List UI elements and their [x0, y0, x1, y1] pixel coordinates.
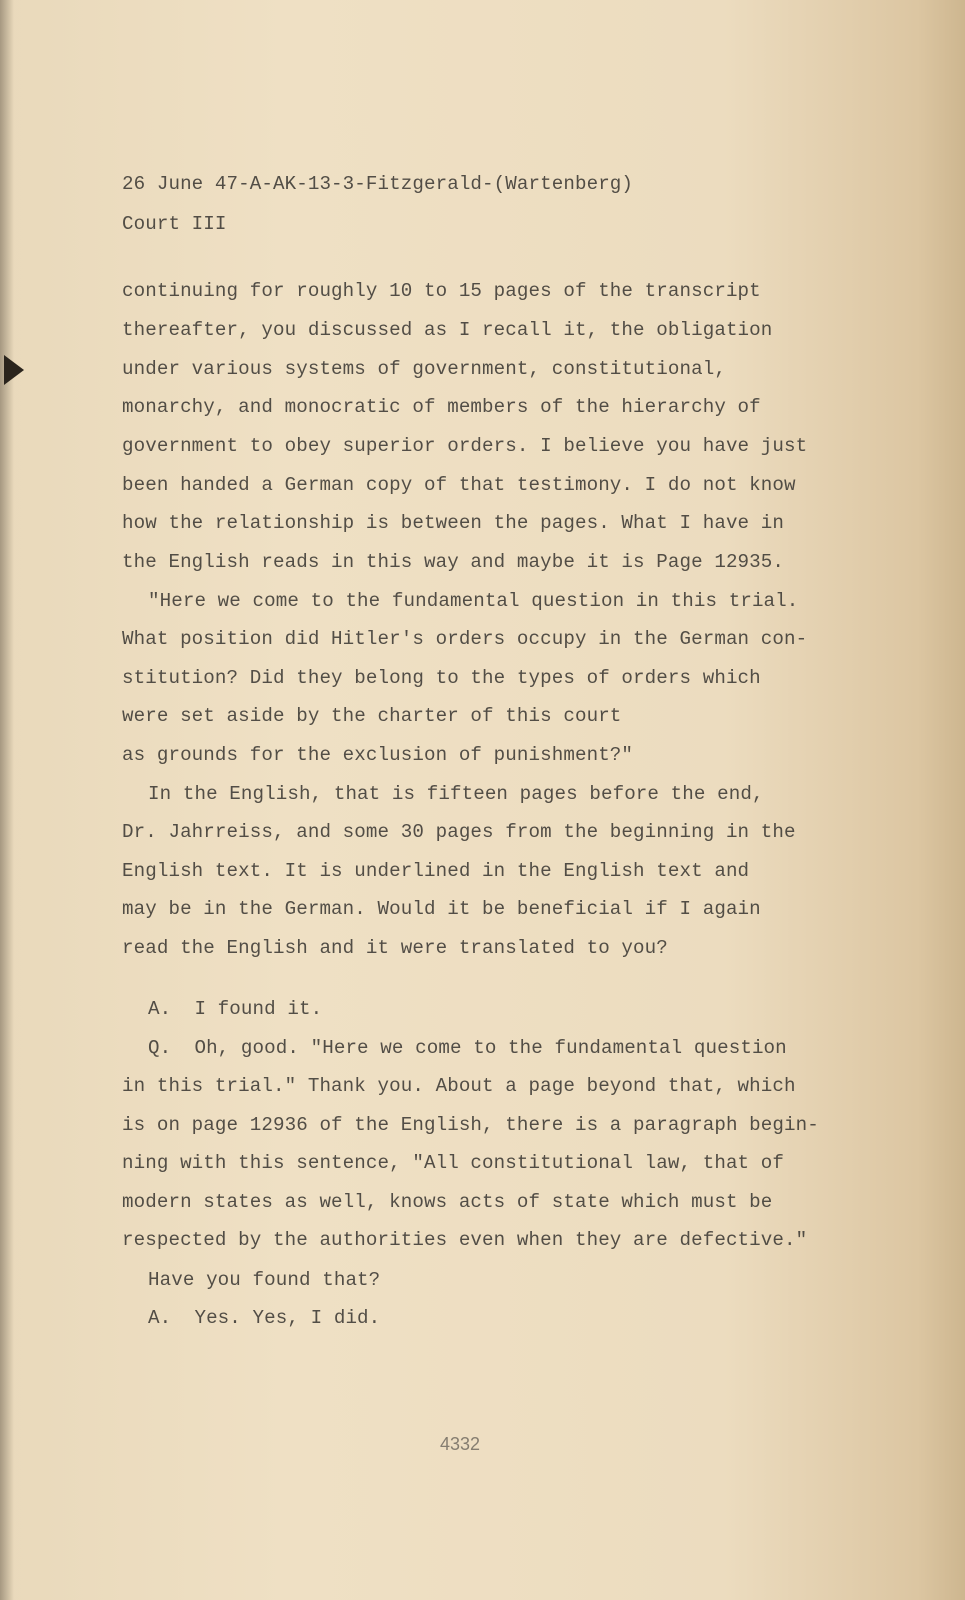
transcript-line: under various systems of government, constitutional,	[122, 358, 726, 380]
transcript-line: stitution? Did they belong to the types of orders which	[122, 667, 761, 689]
transcript-line: read the English and it were translated to you?	[122, 937, 668, 959]
transcript-line: "Here we come to the fundamental question in this trial.	[148, 590, 799, 612]
transcript-line: Q. Oh, good. "Here we come to the fundamental question	[148, 1037, 787, 1059]
page-number: 4332	[440, 1434, 481, 1454]
transcript-line: ning with this sentence, "All constitutional law, that of	[122, 1152, 785, 1174]
transcript-line: English text. It is underlined in the English text and	[122, 860, 750, 882]
header-court-line: Court III	[122, 213, 227, 235]
binding-tab-mark	[4, 355, 24, 385]
transcript-line: In the English, that is fifteen pages before the end,	[148, 783, 764, 805]
page-binding-edge	[0, 0, 14, 1600]
transcript-line: the English reads in this way and maybe it is Page 12935.	[122, 551, 785, 573]
header-case-line: 26 June 47-A-AK-13-3-Fitzgerald-(Wartenberg)	[122, 173, 634, 195]
transcript-line: is on page 12936 of the English, there is a paragraph begin-	[122, 1114, 819, 1136]
transcript-line: A. I found it.	[148, 998, 323, 1020]
transcript-line: continuing for roughly 10 to 15 pages of the transcript	[122, 280, 761, 302]
transcript-line: respected by the authorities even when they are defective."	[122, 1229, 808, 1251]
transcript-line: A. Yes. Yes, I did.	[148, 1307, 381, 1329]
transcript-line: Have you found that?	[148, 1269, 381, 1291]
transcript-line: government to obey superior orders. I believe you have just	[122, 435, 808, 457]
transcript-line: how the relationship is between the pages. What I have in	[122, 512, 785, 534]
transcript-line: as grounds for the exclusion of punishment?"	[122, 744, 634, 766]
transcript-line: been handed a German copy of that testimony. I do not know	[122, 474, 796, 496]
transcript-line: in this trial." Thank you. About a page beyond that, which	[122, 1075, 796, 1097]
transcript-line: were set aside by the charter of this court	[122, 705, 622, 727]
transcript-line: modern states as well, knows acts of state which must be	[122, 1191, 773, 1213]
transcript-line: monarchy, and monocratic of members of the hierarchy of	[122, 396, 761, 418]
transcript-line: thereafter, you discussed as I recall it, the obligation	[122, 319, 773, 341]
transcript-line: may be in the German. Would it be beneficial if I again	[122, 898, 761, 920]
transcript-line: Dr. Jahrreiss, and some 30 pages from the beginning in the	[122, 821, 796, 843]
transcript-line: What position did Hitler's orders occupy in the German con-	[122, 628, 808, 650]
